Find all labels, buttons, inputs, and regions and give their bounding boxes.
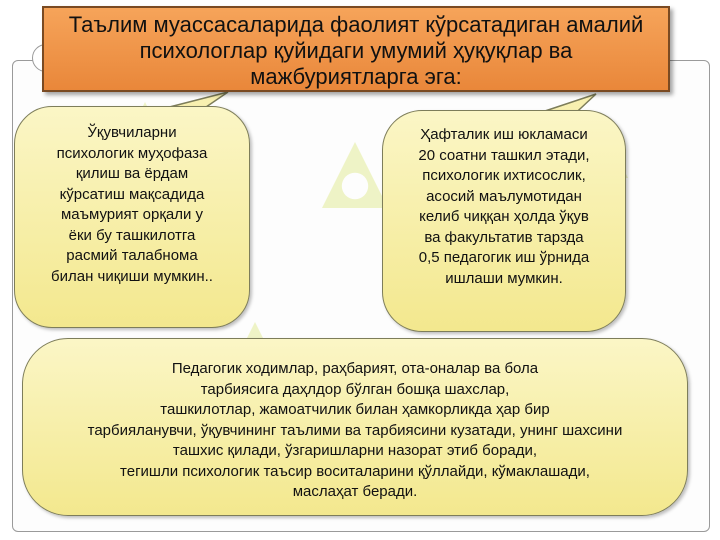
title-line: психологлар қуйидаги умумий ҳуқуқлар ва [139,38,573,63]
bubble-text-line: маъмурият орқали у [60,206,204,223]
bubble-text-line: кўрсатиш мақсадида [59,185,205,203]
bubble-text-line: психологик муҳофаза [56,144,208,162]
bubble-text-line: ташкилотлар, жамоатчилик билан ҳамкорликда ҳар бир [160,401,550,418]
bubble-text-line: ёки бу ташкилотга [68,226,196,244]
bubble-text-line: асосий маълумотидан [426,187,582,205]
bubble-text-line: 0,5 педагогик иш ўрнида [418,249,590,266]
bubble-text-line: тарбиясига даҳлдор бўлган бошқа шахслар, [200,380,510,398]
bubble-text-line: ташхис қилади, ўзгаришларни назорат этиб боради, [172,442,538,459]
bubble-text-line: қилиш ва ёрдам [75,165,189,182]
bubble-text-line: маслаҳат беради. [292,483,418,500]
bubble-text-line: ва факультатив тарзда [424,228,584,246]
title-line: мажбуриятларга эга: [250,64,462,89]
bubble-text-line: Ўқувчиларни [87,124,177,141]
bubble-text-line: билан чиқиши мумкин.. [51,267,213,285]
bubble-text-line: келиб чиққан ҳолда ўқув [419,208,589,225]
title-line: Таълим муассасаларида фаолият кўрсатадиган амалий [68,12,644,37]
title-banner [42,6,670,92]
bubble-text-line: 20 соатни ташкил этади, [418,146,590,164]
bottom-speech-bubble [22,338,688,516]
left-speech-bubble [14,106,250,328]
bubble-text-line: тегишли психологик таъсир воситаларини қўллайди, кўмаклашади, [120,462,590,480]
bubble-text-line: психологик ихтисослик, [422,167,586,184]
bubble-text-line: ишлаши мумкин. [445,269,563,287]
bubble-text-line: Педагогик ходимлар, раҳбарият, ота-оналар ва бола [171,360,539,377]
bubble-text-line: Ҳафталик иш юкламаси [420,126,588,143]
bubble-text-line: расмий талабнома [66,247,198,264]
bubble-text-line: тарбияланувчи, ўқувчининг таълими ва тарбиясини кузатади, унинг шахсини [87,421,623,439]
right-speech-bubble [382,110,626,332]
